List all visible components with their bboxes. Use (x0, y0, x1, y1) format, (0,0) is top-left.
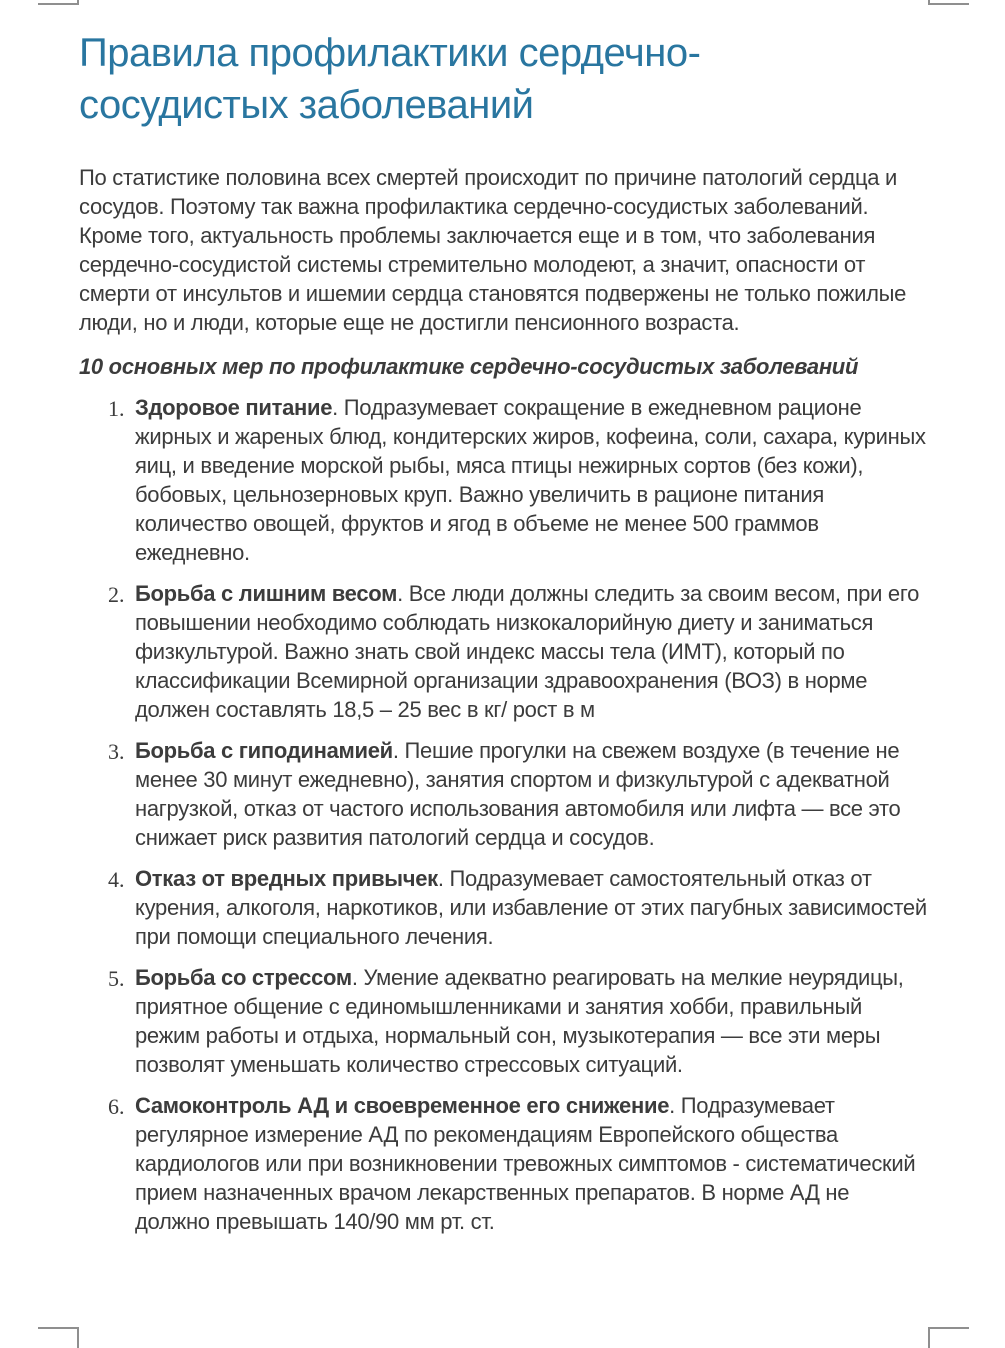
item-text: . Подразумевает регулярное измерение АД по рекомендациям Европейского общества кардиологов или при возникновении тревожных симптомов - систематический прием назначенных врачом лекарственных препаратов. В норме АД не должно превышать 140/90 мм рт. ст. (135, 1093, 916, 1234)
item-title: Отказ от вредных привычек (135, 866, 438, 891)
item-text: . Все люди должны следить за своим весом, при его повышении необходимо соблюдать низкокалорийную диету и заниматься физкультурой. Важно знать свой индекс массы тела (ИМТ), который по классификации Всемирной организации здравоохранения (ВОЗ) в норме должен составлять 18,5 – 25 вес в кг/ рост в м (135, 581, 920, 722)
item-number: 1. (108, 396, 125, 421)
list-item-6 (79, 1091, 928, 1236)
item-number: 6. (108, 1094, 125, 1119)
list-item-3 (79, 736, 928, 852)
measures-list (79, 393, 928, 1236)
item-title: Борьба со стрессом (135, 965, 352, 990)
text-boundary-mark-top-left (38, 0, 79, 5)
text-boundary-mark-bottom-left (38, 1327, 79, 1348)
text-boundary-mark-top-right (928, 0, 969, 5)
document-page (79, 0, 928, 1236)
item-number: 2. (108, 582, 125, 607)
list-item-5 (79, 963, 928, 1079)
item-number: 4. (108, 867, 125, 892)
item-number: 5. (108, 966, 125, 991)
list-heading: 10 основных мер по профилактике сердечно-сосудистых заболеваний (79, 354, 859, 379)
item-text: . Подразумевает самостоятельный отказ от курения, алкоголя, наркотиков, или избавление от этих пагубных зависимостей при помощи специального лечения. (135, 866, 927, 949)
intro-paragraph: По статистике половина всех смертей происходит по причине патологий сердца и сосудов. Поэтому так важна профилактика сердечно-сосудистых заболеваний. Кроме того, актуальность проблемы заключается еще и в том, что заболевания сердечно-сосудистой системы стремительно молодеют, а значит, опасности от смерти от инсультов и ишемии сердца становятся подвержены не только пожилые люди, но и люди, которые еще не достигли пенсионного возраста. (79, 165, 907, 335)
text-boundary-mark-bottom-right (928, 1327, 969, 1348)
item-text: . Умение адекватно реагировать на мелкие неурядицы, приятное общение с единомышленниками и занятия хобби, правильный режим работы и отдыха, нормальный сон, музыкотерапия — все эти меры позволят уменьшать количество стрессовых ситуаций. (135, 965, 904, 1077)
list-item-2 (79, 579, 928, 724)
item-title: Самоконтроль АД и своевременное его снижение (135, 1093, 670, 1118)
item-title: Здоровое питание (135, 395, 333, 420)
item-text: . Подразумевает сокращение в ежедневном рационе жирных и жареных блюд, кондитерских жиров, кофеина, соли, сахара, куриных яиц, и введение морской рыбы, мяса птицы нежирных сортов (без кожи), бобовых, цельнозерновых круп. Важно увеличить в рационе питания количество овощей, фруктов и ягод в объеме не менее 500 граммов ежедневно. (135, 395, 926, 565)
item-title: Борьба с гиподинамией (135, 738, 393, 763)
item-title: Борьба с лишним весом (135, 581, 398, 606)
document-title: Правила профилактики сердечно-сосудистых заболеваний (79, 31, 701, 127)
item-number: 3. (108, 739, 125, 764)
list-item-1 (79, 393, 928, 567)
item-text: . Пешие прогулки на свежем воздухе (в течение не менее 30 минут ежедневно), занятия спортом и физкультурой с адекватной нагрузкой, отказ от частого использования автомобиля или лифта — все это снижает риск развития патологий сердца и сосудов. (135, 738, 901, 850)
list-item-4 (79, 864, 928, 951)
